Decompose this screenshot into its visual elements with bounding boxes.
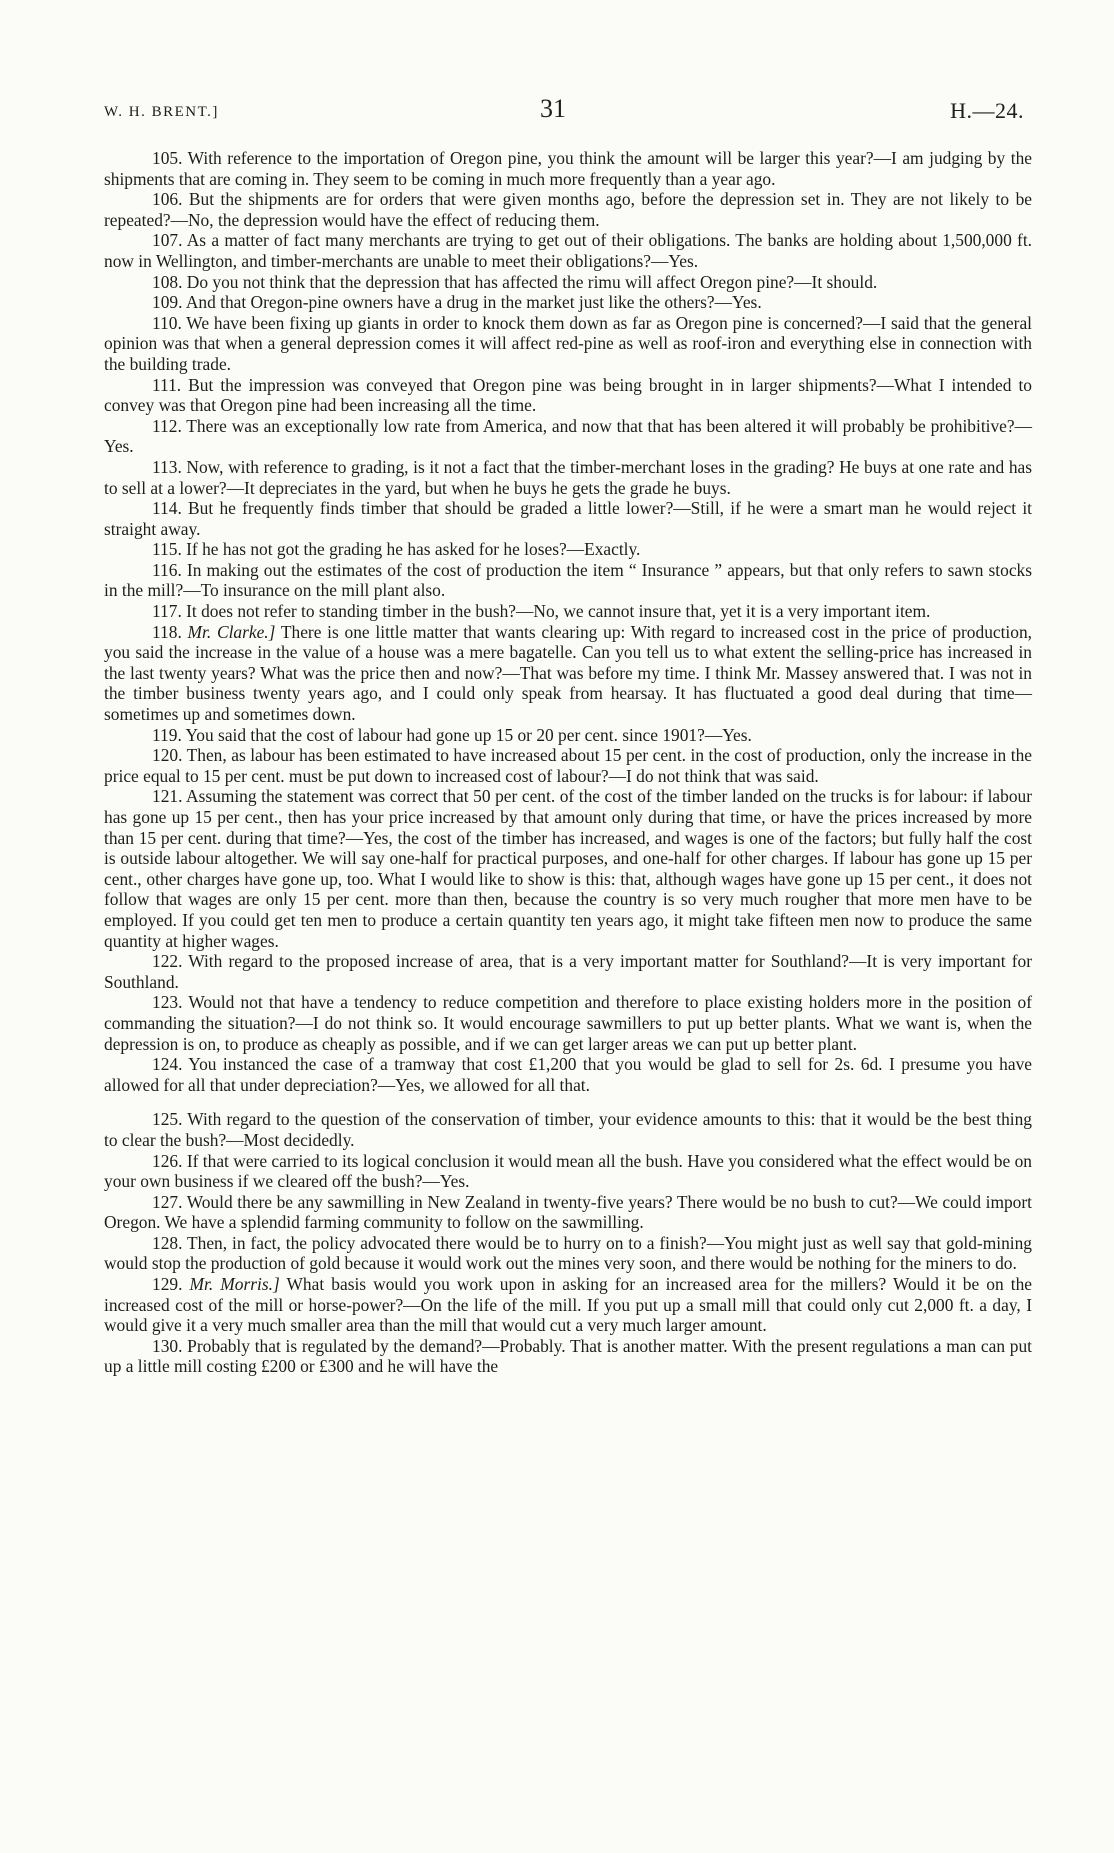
question-paragraph — [104, 622, 1032, 725]
paragraph-text: 121. Assuming the statement was correct that 50 per cent. of the cost of the timber landed on the trucks is for labour: if labour has gone up 15 per cent., then has your price increased by that amount only during that time, or have the prices increased by more than 15 per cent. during that time?—Yes, the cost of the timber has increased, and wages is one of the factors; but fully half the cost is outside labour altogether. We will say one-half for practical purposes, and one-half for other charges. If labour has gone up 15 per cent., other charges have gone up, too. What I would like to show is this: that, although wages have gone up 15 per cent., it does not follow that wages are only 15 per cent. more than then, because the country is so very much rougher that more men have to be employed. If you could get ten men to produce a certain quantity ten years ago, it might take fifteen men now to produce the same quantity at higher wages. — [104, 786, 1032, 951]
question-paragraph — [104, 1192, 1032, 1233]
page-header — [0, 94, 1114, 134]
question-paragraph — [104, 416, 1032, 457]
paragraph-text: 110. We have been fixing up giants in order to knock them down as far as Oregon pine is concerned?—I said that the general opinion was that when a general depression comes it will affect red-pine as well as roof-iron and everything else in connection with the building trade. — [104, 312, 1032, 374]
paragraph-text: There is one little matter that wants clearing up: With regard to increased cost in the price of production, you said the increase in the value of a house was a mere bagatelle. Can you tell us to what extent the selling-price has increased in the last twenty years? What was the price then and now?—That was before my time. I think Mr. Massey answered that. I was not in the timber business twenty years ago, and I could only speak from hearsay. It has fluctuated a good deal during that time—sometimes up and sometimes down. — [104, 621, 1033, 725]
paragraph-text: 116. In making out the estimates of the cost of production the item “ Insurance ” appears, but that only refers to sawn stocks in the mill?—To insurance on the mill plant also. — [104, 559, 1032, 601]
question-number: 118. — [152, 621, 188, 642]
question-paragraph — [104, 560, 1032, 601]
document-reference: H.—24. — [950, 98, 1024, 123]
question-paragraph — [104, 951, 1032, 992]
question-paragraph — [104, 230, 1032, 271]
question-paragraph — [104, 745, 1032, 786]
question-paragraph — [104, 498, 1032, 539]
question-paragraph — [104, 1336, 1032, 1377]
paragraph-text: 105. With reference to the importation of Oregon pine, you think the amount will be larger this year?—I am judging by the shipments that are coming in. They seem to be coming in much more frequently than a year ago. — [104, 148, 1032, 189]
paragraph-text: 115. If he has not got the grading he has asked for he loses?—Exactly. — [152, 539, 641, 560]
witness-name: W. H. BRENT.] — [104, 104, 219, 120]
page-number: 31 — [540, 94, 566, 123]
question-paragraph — [104, 313, 1032, 375]
paragraph-spacer — [104, 1095, 1032, 1109]
question-paragraph — [104, 189, 1032, 230]
question-paragraph — [104, 457, 1032, 498]
paragraph-text: 127. Would there be any sawmilling in New Zealand in twenty-five years? There would be no bush to cut?—We could import Oregon. We have a splendid farming community to follow on the sawmilling. — [104, 1191, 1032, 1233]
question-paragraph — [104, 992, 1032, 1054]
speaker-name: Mr. Clarke.] — [187, 621, 276, 642]
paragraph-text: 125. With regard to the question of the conservation of timber, your evidence amounts to this: that it would be the best thing to clear the bush?—Most decidedly. — [104, 1109, 1032, 1150]
paragraph-text: 123. Would not that have a tendency to reduce competition and therefore to place existing holders more in the position of commanding the situation?—I do not think so. It would encourage sawmillers to put up better plants. What we want is, when the depression is on, to produce as cheaply as possible, and if we can get larger areas we can put up better plant. — [104, 992, 1032, 1054]
speaker-name: Mr. Morris.] — [189, 1274, 280, 1295]
document-body — [104, 148, 1032, 1377]
paragraph-text: 119. You said that the cost of labour had gone up 15 or 20 per cent. since 1901?—Yes. — [152, 724, 752, 745]
paragraph-text: 111. But the impression was conveyed that Oregon pine was being brought in in larger shipments?—What I intended to convey was that Oregon pine had been increasing all the time. — [104, 374, 1032, 416]
question-paragraph — [104, 148, 1032, 189]
question-paragraph — [104, 786, 1032, 951]
question-number: 129. — [152, 1274, 190, 1295]
paragraph-text: 106. But the shipments are for orders that were given months ago, before the depression set in. They are not likely to be repeated?—No, the depression would have the effect of reducing them. — [104, 189, 1032, 230]
paragraph-text: 107. As a matter of fact many merchants are trying to get out of their obligations. The banks are holding about 1,500,000 ft. now in Wellington, and timber-merchants are unable to meet their obligations?—Yes. — [104, 230, 1032, 271]
paragraph-text: 117. It does not refer to standing timber in the bush?—No, we cannot insure that, yet it is a very important item. — [152, 601, 931, 622]
question-paragraph — [104, 292, 1032, 313]
question-paragraph — [104, 725, 1032, 746]
paragraph-text: 108. Do you not think that the depression that has affected the rimu will affect Oregon pine?—It should. — [152, 271, 878, 292]
paragraph-text: 130. Probably that is regulated by the demand?—Probably. That is another matter. With the present regulations a man can put up a little mill costing £200 or £300 and he will have the — [104, 1335, 1032, 1377]
question-paragraph — [104, 1109, 1032, 1150]
paragraph-text: What basis would you work upon in asking for an increased area for the millers? Would it be on the increased cost of the mill or horse-power?—On the life of the mill. If you put up a small mill that could only cut 2,000 ft. a day, I would give it a very much smaller area than the mill that would cut a very much larger amount. — [104, 1274, 1032, 1336]
paragraph-text: 120. Then, as labour has been estimated to have increased about 15 per cent. in the cost of production, only the increase in the price equal to 15 per cent. must be put down to increased cost of labour?—I do not think that was said. — [104, 745, 1032, 786]
question-paragraph — [104, 1054, 1032, 1095]
paragraph-text: 128. Then, in fact, the policy advocated there would be to hurry on to a finish?—You might just as well say that gold-mining would stop the production of gold because it would work out the mines very soon, and there would be nothing for the miners to do. — [104, 1232, 1032, 1274]
paragraph-text: 126. If that were carried to its logical conclusion it would mean all the bush. Have you considered what the effect would be on your own business if we cleared off the bush?—Yes. — [104, 1150, 1032, 1192]
question-paragraph — [104, 272, 1032, 293]
paragraph-text: 113. Now, with reference to grading, is it not a fact that the timber-merchant loses in the grading? He buys at one rate and has to sell at a lower?—It depreciates in the yard, but when he buys he gets the grade he buys. — [104, 456, 1032, 498]
paragraph-text: 112. There was an exceptionally low rate from America, and now that that has been altered it will probably be prohibitive?—Yes. — [104, 415, 1032, 457]
paragraph-text: 122. With regard to the proposed increase of area, that is a very important matter for Southland?—It is very important for Southland. — [104, 951, 1032, 992]
paragraph-text: 109. And that Oregon-pine owners have a drug in the market just like the others?—Yes. — [152, 292, 762, 313]
question-paragraph — [104, 1274, 1032, 1336]
paragraph-text: 124. You instanced the case of a tramway that cost £1,200 that you would be glad to sell for 2s. 6d. I presume you have allowed for all that under depreciation?—Yes, we allowed for all that. — [104, 1054, 1032, 1095]
question-paragraph — [104, 539, 1032, 560]
question-paragraph — [104, 601, 1032, 622]
question-paragraph — [104, 1151, 1032, 1192]
paragraph-text: 114. But he frequently finds timber that should be graded a little lower?—Still, if he were a smart man he would reject it straight away. — [104, 498, 1032, 539]
question-paragraph — [104, 375, 1032, 416]
question-paragraph — [104, 1233, 1032, 1274]
